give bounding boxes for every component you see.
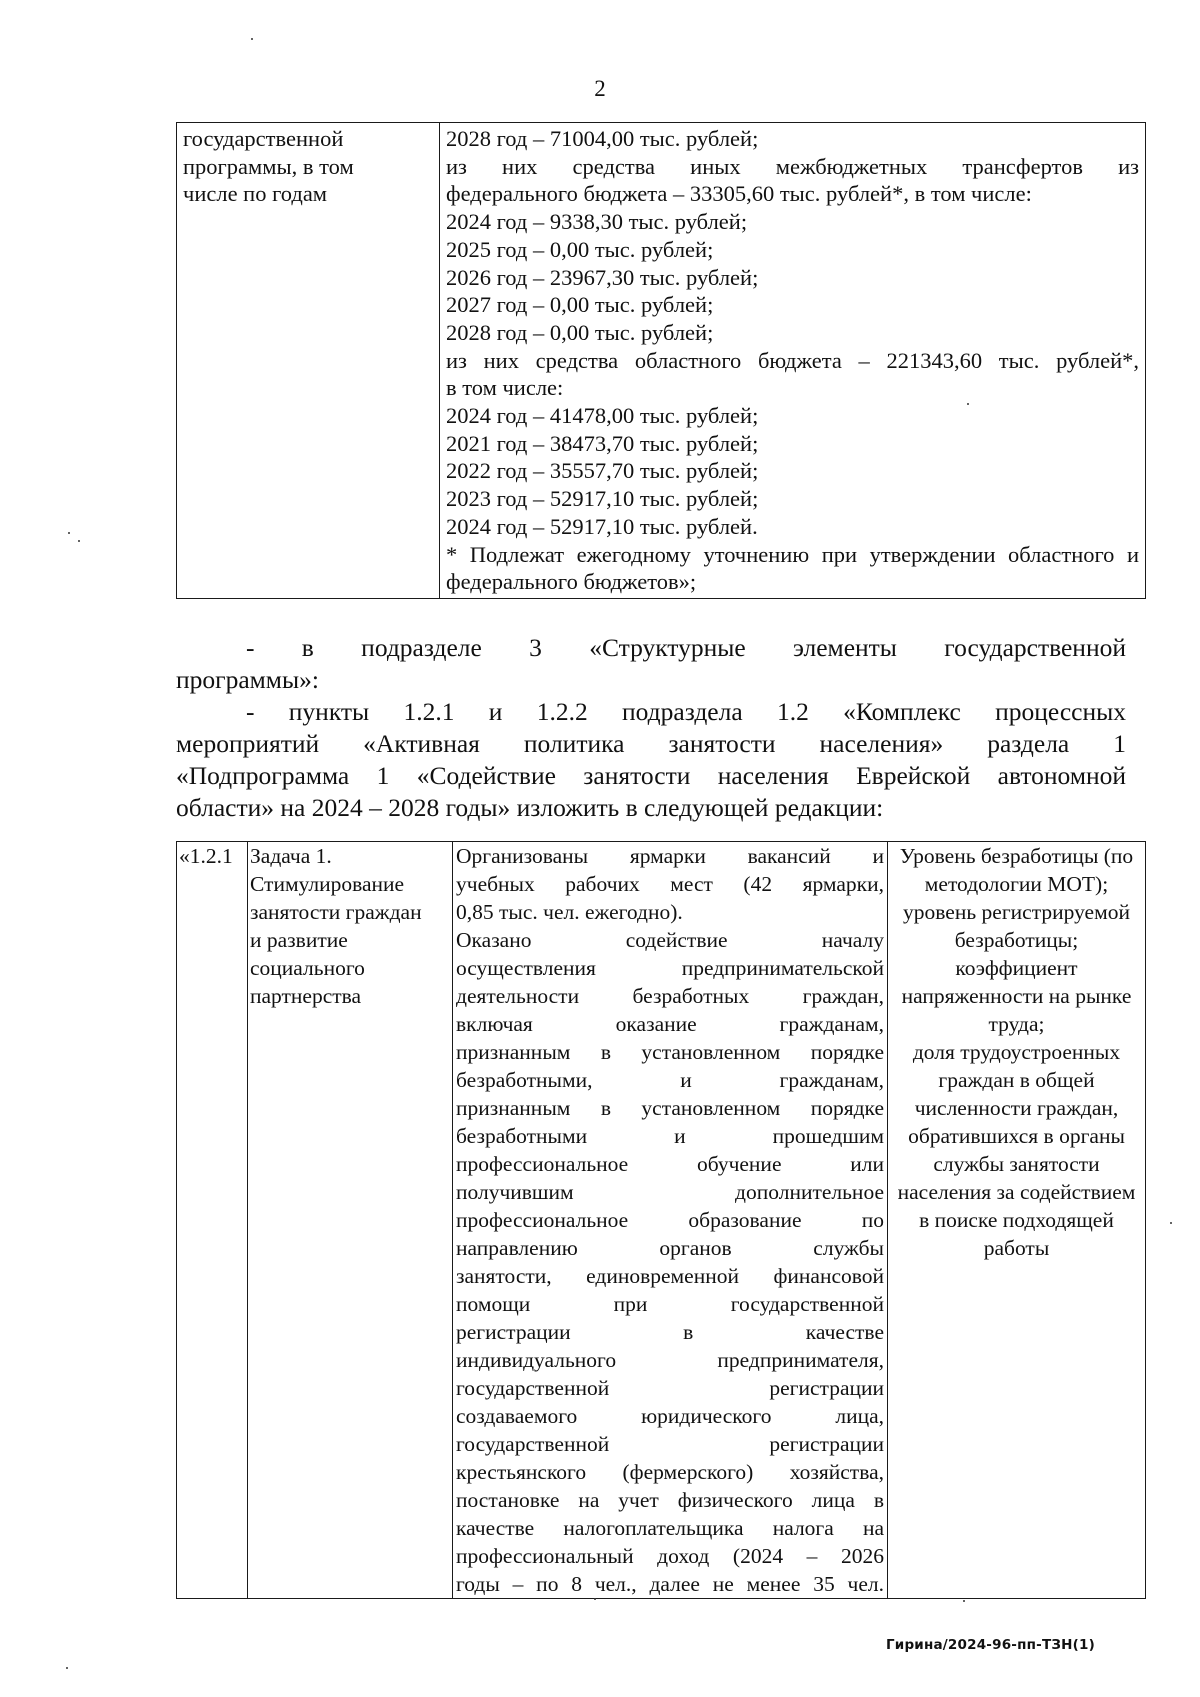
- task-cell: [248, 842, 453, 1599]
- paragraph-line: - в подразделе 3 «Структурные элементы государственной: [246, 633, 1126, 662]
- result-line: государственной регистрации: [456, 1376, 884, 1400]
- paragraph-line: области» на 2024 – 2028 годы» изложить в следующей редакции:: [176, 793, 884, 822]
- funding-values-cell: [440, 123, 1146, 599]
- result-line: осуществления предпринимательской: [456, 956, 884, 980]
- result-line: постановке на учет физического лица в: [456, 1488, 884, 1512]
- funding-value-line: * Подлежат ежегодному уточнению при утверждении областного и: [446, 541, 1139, 567]
- task-line: социального: [250, 956, 365, 980]
- paragraph-line: программы»:: [176, 665, 319, 694]
- scan-speck: [1170, 1222, 1172, 1224]
- result-line: включая оказание гражданам,: [456, 1012, 884, 1036]
- result-line: безработными, и гражданам,: [456, 1068, 884, 1092]
- result-line: безработными и прошедшим: [456, 1124, 884, 1148]
- result-line: помощи при государственной: [456, 1292, 884, 1316]
- result-line: 0,85 тыс. чел. ежегодно).: [456, 900, 683, 924]
- result-line: занятости, единовременной финансовой: [456, 1264, 884, 1288]
- result-line: создаваемого юридического лица,: [456, 1404, 884, 1428]
- funding-value-line: из них средства областного бюджета – 221343,60 тыс. рублей*,: [446, 347, 1139, 373]
- amendment-paragraph-items: [176, 696, 1126, 824]
- scan-speck: [78, 540, 80, 542]
- result-line: направлению органов службы: [456, 1236, 884, 1260]
- funding-value-line: 2024 год – 41478,00 тыс. рублей;: [446, 403, 759, 429]
- funding-table: [176, 122, 1146, 599]
- task-line: Задача 1.: [250, 844, 332, 868]
- task-line: занятости граждан: [250, 900, 422, 924]
- funding-value-line: 2023 год – 52917,10 тыс. рублей;: [446, 486, 759, 512]
- result-line: годы – по 8 чел., далее не менее 35 чел.: [456, 1572, 884, 1596]
- indicator-line: граждан в общей: [938, 1068, 1095, 1092]
- indicator-line: коэффициент: [955, 956, 1078, 980]
- indicator-cell: [888, 842, 1146, 1599]
- page-number: 2: [594, 76, 606, 101]
- result-line: получившим дополнительное: [456, 1180, 884, 1204]
- result-line: учебных рабочих мест (42 ярмарки,: [456, 872, 884, 896]
- scan-speck: [594, 1598, 596, 1600]
- indicator-line: труда;: [988, 1012, 1045, 1036]
- scan-speck: [68, 532, 70, 534]
- process-measures-table: [176, 841, 1146, 1599]
- amendment-paragraph-structural-elements: [176, 632, 1126, 696]
- funding-value-line: федерального бюджетов»;: [446, 569, 697, 595]
- indicator-line: в поиске подходящей: [919, 1208, 1114, 1232]
- document-id-footer: Гирина/2024-96-пп-ТЗН(1): [885, 1637, 1095, 1653]
- funding-value-line: в том числе:: [446, 375, 564, 401]
- result-line: крестьянского (фермерского) хозяйства,: [456, 1460, 884, 1484]
- funding-label-line: программы, в том: [183, 153, 354, 179]
- task-line: партнерства: [250, 984, 362, 1008]
- scan-speck: [963, 1600, 965, 1602]
- funding-value-line: 2024 год – 52917,10 тыс. рублей.: [446, 513, 758, 539]
- result-line: профессиональный доход (2024 – 2026: [456, 1544, 884, 1568]
- result-line: признанным в установленном порядке: [456, 1040, 884, 1064]
- result-line: индивидуального предпринимателя,: [456, 1348, 884, 1372]
- funding-value-line: 2028 год – 71004,00 тыс. рублей;: [446, 126, 759, 151]
- result-line: качестве налогоплательщика налога на: [456, 1516, 884, 1540]
- indicator-line: службы занятости: [933, 1152, 1100, 1176]
- funding-label-cell: [177, 123, 440, 599]
- funding-value-line: 2028 год – 0,00 тыс. рублей;: [446, 319, 714, 345]
- item-code-cell: [177, 842, 248, 1599]
- funding-value-line: 2024 год – 9338,30 тыс. рублей;: [446, 209, 748, 235]
- funding-label-line: числе по годам: [183, 181, 328, 207]
- scan-speck: [967, 403, 969, 405]
- funding-value-line: 2026 год – 23967,30 тыс. рублей;: [446, 264, 759, 290]
- indicator-line: уровень регистрируемой: [903, 900, 1130, 924]
- result-line: деятельности безработных граждан,: [456, 984, 884, 1008]
- paragraph-line: - пункты 1.2.1 и 1.2.2 подраздела 1.2 «Комплекс процессных: [246, 697, 1126, 726]
- result-line: профессиональное обучение или: [456, 1152, 884, 1176]
- funding-value-line: федерального бюджета – 33305,60 тыс. рублей*, в том числе:: [446, 181, 1032, 207]
- task-line: Стимулирование: [250, 872, 405, 896]
- result-cell: [453, 842, 888, 1599]
- indicator-line: численности граждан,: [914, 1096, 1119, 1120]
- result-line: признанным в установленном порядке: [456, 1096, 884, 1120]
- indicator-line: работы: [983, 1236, 1050, 1260]
- table-row: [177, 842, 1146, 1599]
- funding-label-line: государственной: [183, 126, 344, 151]
- funding-value-line: из них средства иных межбюджетных трансфертов из: [446, 153, 1139, 179]
- indicator-line: безработицы;: [954, 928, 1079, 952]
- funding-value-line: 2025 год – 0,00 тыс. рублей;: [446, 236, 714, 262]
- scan-speck: [251, 38, 253, 40]
- funding-value-line: 2021 год – 38473,70 тыс. рублей;: [446, 430, 759, 456]
- indicator-line: доля трудоустроенных: [912, 1040, 1121, 1064]
- task-line: и развитие: [250, 928, 348, 952]
- indicator-line: напряженности на рынке: [901, 984, 1132, 1008]
- result-line: Оказано содействие началу: [456, 928, 884, 952]
- indicator-line: населения за содействием: [897, 1180, 1136, 1204]
- result-line: государственной регистрации: [456, 1432, 884, 1456]
- item-code: «1.2.1: [179, 844, 233, 868]
- funding-value-line: 2022 год – 35557,70 тыс. рублей;: [446, 458, 759, 484]
- paragraph-line: мероприятий «Активная политика занятости населения» раздела 1: [176, 729, 1126, 758]
- result-line: регистрации в качестве: [456, 1320, 884, 1344]
- funding-value-line: 2027 год – 0,00 тыс. рублей;: [446, 292, 714, 318]
- result-line: профессиональное образование по: [456, 1208, 884, 1232]
- indicator-line: методологии МОТ);: [924, 872, 1109, 896]
- funding-row: [177, 123, 1146, 599]
- paragraph-line: «Подпрограмма 1 «Содействие занятости населения Еврейской автономной: [176, 761, 1126, 790]
- indicator-line: обратившихся в органы: [908, 1124, 1125, 1148]
- result-line: Организованы ярмарки вакансий и: [456, 844, 884, 868]
- scan-speck: [66, 1667, 68, 1669]
- indicator-line: Уровень безработицы (по: [899, 844, 1134, 868]
